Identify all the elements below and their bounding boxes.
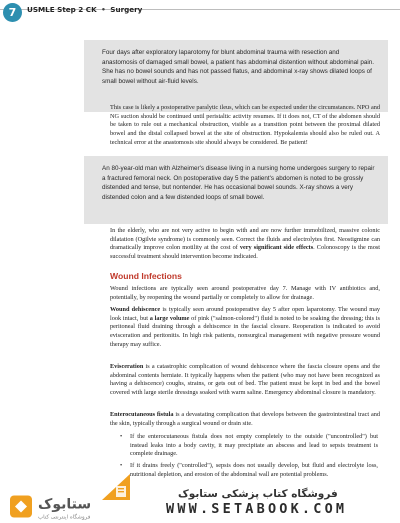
page-header	[0, 0, 400, 28]
store-url[interactable]: WWW.SETABOOK.COM	[166, 501, 348, 517]
case-text: An 80-year-old man with Alzheimer's disease living in a nursing home undergoes surgery to repair a fractured femoral neck. On postoperative day 5 the patient's abdomen is noted to be grossly distended and tense, but nontender. He has occasional bowel sounds. X-ray shows a very distended colon and a few distended loops of small bowel.	[102, 165, 375, 201]
list-item	[120, 462, 378, 479]
setabook-logo-icon	[10, 488, 108, 523]
paragraph-ogilvie	[110, 227, 380, 262]
list-item	[120, 433, 378, 459]
term-evisceration: Evisceration	[110, 363, 144, 370]
text-run: is typically seen around postoperative day 5 after open laparotomy. The wound may look intact, but	[110, 306, 380, 322]
bullet-icon: •	[120, 462, 123, 469]
logo-tagline: فروشگاه اینترنتی کتاب	[38, 514, 91, 521]
text-run: is a catastrophic complication of wound dehiscence where the fascia closure opens and the abdominal contents herniate. It typically happens when the patient (who may not have been recognized as having a dehiscence) coughs, strains, or gets out of bed. The patient must be kept in bed and the bowel covered with large sterile dressings soaked with warm saline. Emergency abdominal closure is mandatory.	[110, 363, 380, 396]
text-run: In the elderly, who are not very active to begin with and are now further immobilized, massive colonic dilatation (Ogilvie syndrome) is commonly seen. Correct the fluids and electrolytes first. Neostigmine can dramatically improve colon motility at the cost of	[110, 227, 380, 252]
bullet-icon: •	[120, 433, 123, 440]
logo-wordmark: ستابوک	[38, 496, 92, 513]
case-box-postop-ileus	[84, 40, 388, 112]
term-fistula: Enterocutaneous fistula	[110, 411, 174, 418]
list-item-text: If the enterocutaneous fistula does not empty completely to the outside ("uncontrolled") but instead leaks into a body cavity, it may precipitate an abscess and lead to sepsis treatment is complete drainage.	[130, 433, 378, 458]
paragraph-evisceration	[110, 363, 380, 398]
section-heading: Wound Infections	[110, 271, 182, 281]
section-title: Surgery	[110, 5, 143, 14]
header-separator: •	[101, 5, 106, 14]
paragraph-wound-dehiscence	[110, 306, 380, 349]
text-run: . Colonoscopy is the most successful treatment should intervention become indicated.	[110, 244, 380, 260]
paragraph-wound-infections: Wound infections are typically seen around postoperative day 7. Manage with IV antibiotics and, potentially, by reopening the wound partially or completely to allow for drainage.	[110, 285, 380, 301]
case-box-ogilvie	[84, 156, 388, 224]
term-dehiscence: Wound dehiscence	[110, 306, 161, 313]
book-corner-icon	[102, 474, 130, 500]
paragraph-paralytic-ileus: This case is likely a postoperative paralytic ileus, which can be expected under the circumstances. NPO and NG suction should be continued until peristaltic activity resumes. If it does not, CT of the abdomen should be taken to rule out a mechanical obstruction, visible as a transition point between the proximal dilated bowel and the distal collapsed bowel at the site of obstruction. Hypokalemia should also be ruled out. A technical error at the anastomosis site should always be considered. Be patient!	[110, 104, 380, 146]
emphasis-text: a large volume	[149, 314, 190, 322]
emphasis-text: very significant side effects	[239, 244, 314, 252]
running-head	[27, 5, 142, 14]
case-text: Four days after exploratory laparotomy for blunt abdominal trauma with resection and anastomosis of damaged small bowel, a patient has abdominal distention without abdominal pain. She has no bowel sounds and has not passed flatus, and abdominal x-ray shows dilated loops of small bowel without air-fluid levels.	[102, 49, 374, 85]
book-title: USMLE Step 2 CK	[27, 5, 97, 14]
chapter-badge-icon: 7	[3, 3, 22, 22]
paragraph-fistula	[110, 411, 380, 428]
list-item-text: If it drains freely ("controlled"), sepsis does not usually develop, but fluid and electrolyte loss, nutritional depletion, and erosion of the abdominal wall are potential problems.	[130, 462, 378, 478]
text-run: is a devastating complication that develops between the gastrointestinal tract and the skin, typically through a surgical wound or drain site.	[110, 411, 380, 427]
text-run: of pink ("salmon-colored") fluid is noted to be soaking the dressing; this is peritoneal fluid draining through a dehiscence in the fascial closure. Reoperation is indicated to avoid evisceration and peritonitis. In high risk patients, nonsurgical management with negative pressure wound therapy may suffice.	[110, 314, 380, 348]
store-title: فروشگاه کتاب پزشکی ستابوک	[178, 488, 338, 500]
